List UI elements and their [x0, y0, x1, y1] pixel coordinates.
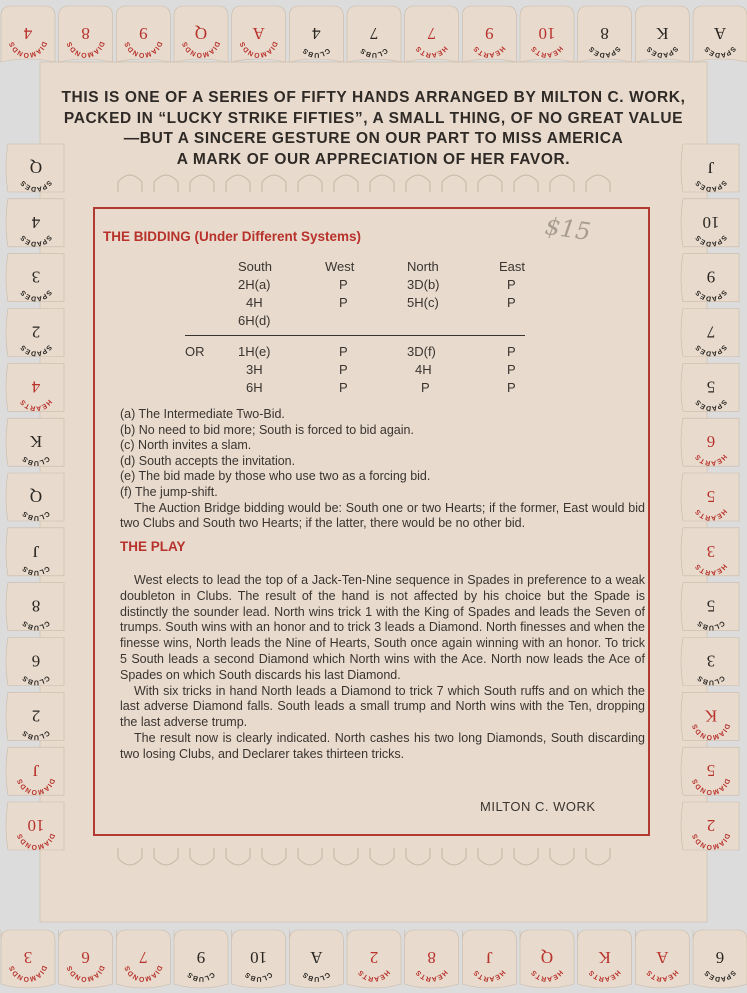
tab-suit: HEARTS	[19, 397, 53, 412]
tab-rank: Q	[29, 487, 43, 506]
bid-cell: 3H	[246, 361, 263, 377]
tab-suit: SPADES	[694, 288, 728, 302]
tab-suit: DIAMONDS	[691, 832, 731, 851]
card-tab-right	[681, 199, 739, 247]
card-tab-top	[116, 6, 170, 62]
tab-suit: DIAMONDS	[8, 40, 48, 59]
card-tab-top	[693, 6, 747, 62]
tab-rank: 4	[23, 24, 33, 43]
bid-cell: P	[507, 361, 516, 377]
tab-suit: CLUBS	[696, 673, 726, 686]
tab-suit: CLUBS	[21, 619, 51, 631]
tab-suit: DIAMONDS	[16, 832, 56, 851]
bid-cell: P	[507, 276, 516, 292]
column-east: East	[499, 258, 526, 274]
card-tab-top	[1, 6, 55, 62]
header-line-1: THIS IS ONE OF A SERIES OF FIFTY HANDS ARRANGED BY MILTON C. WORK,	[61, 89, 686, 106]
tab-suit: SPADES	[19, 343, 53, 357]
tab-suit: DIAMONDS	[691, 722, 731, 741]
tab-suit: DIAMONDS	[16, 777, 56, 796]
card-tab-right	[681, 583, 739, 631]
card-tab-left	[6, 199, 64, 247]
note-e: (e) The bid made by those who use two as a forcing bid.	[120, 469, 431, 484]
tab-rank: 4	[31, 212, 41, 232]
bid-cell: 3D(b)	[407, 276, 440, 292]
card-tab-bottom	[405, 930, 459, 988]
tab-suit: CLUBS	[243, 970, 274, 983]
bid-cell: P	[339, 379, 348, 395]
card-tab-bottom	[289, 930, 343, 988]
column-west: West	[325, 258, 355, 274]
card-tab-left	[6, 528, 64, 576]
bid-row	[185, 293, 525, 311]
tab-suit: DIAMONDS	[239, 40, 279, 59]
tab-suit: SPADES	[703, 968, 737, 983]
tab-suit: CLUBS	[21, 728, 51, 741]
tab-rank: 3	[706, 651, 716, 671]
tab-suit: HEARTS	[694, 452, 728, 467]
tab-rank: 4	[312, 24, 321, 43]
card-tab-right	[681, 747, 739, 795]
tab-rank: 9	[706, 267, 716, 287]
tab-rank: J	[32, 541, 40, 561]
tab-suit: HEARTS	[587, 968, 622, 983]
tab-rank: 3	[23, 948, 33, 967]
tab-rank: Q	[194, 24, 208, 43]
signature: MILTON C. WORK	[480, 799, 596, 814]
play-title: THE PLAY	[120, 538, 186, 554]
tab-suit: CLUBS	[301, 970, 331, 983]
tab-suit: CLUBS	[21, 509, 51, 522]
bidding-title: THE BIDDING (Under Different Systems)	[103, 229, 362, 244]
tab-suit: SPADES	[19, 233, 53, 248]
tab-rank: 9	[139, 24, 148, 43]
card-tab-bottom	[174, 930, 228, 988]
bid-cell: 2H(a)	[238, 276, 271, 292]
card-tab-bottom	[116, 930, 170, 988]
bid-row	[185, 275, 525, 293]
tab-suit: SPADES	[694, 178, 728, 193]
column-south: South	[238, 258, 272, 274]
bid-cell: P	[507, 343, 516, 359]
bid-cell: 1H(e)	[238, 343, 271, 359]
card-tab-right	[681, 254, 739, 302]
card-tab-left	[6, 363, 64, 411]
bid-row	[185, 342, 525, 360]
card-tab-top	[578, 6, 632, 62]
tab-rank: K	[598, 948, 611, 967]
tab-suit: CLUBS	[21, 454, 51, 467]
tab-suit: HEARTS	[357, 968, 391, 983]
card-tab-bottom	[578, 930, 632, 988]
bid-cell: 6H(d)	[238, 312, 271, 328]
tab-rank: Q	[29, 158, 43, 177]
note-d: (d) South accepts the invitation.	[120, 453, 296, 468]
play-paragraph: The result now is clearly indicated. North cashes his two long Diamonds, South discarding two losing Clubs, and Declarer takes thirteen tricks.	[120, 730, 645, 761]
tab-rank: 5	[706, 377, 716, 397]
card-tab-left	[6, 692, 64, 740]
tab-suit: DIAMONDS	[66, 964, 106, 983]
or-label: OR	[185, 343, 205, 359]
tab-rank: 10	[27, 816, 45, 835]
column-north: North	[407, 258, 439, 274]
card-tab-right	[681, 418, 739, 466]
card-tab-left	[6, 747, 64, 795]
bidding-header-row	[185, 257, 525, 275]
card-tab-bottom	[347, 930, 401, 988]
tab-rank: 8	[427, 948, 436, 967]
tab-rank: 2	[369, 948, 379, 967]
tab-rank: K	[29, 432, 43, 452]
bidding-table	[185, 257, 525, 396]
tab-suit: CLUBS	[186, 970, 216, 983]
play-paragraph: West elects to lead the top of a Jack-Ten-Nine sequence in Spades in preference to a weak doubleton in Clubs. The result of the hand is not affected by his choice but the Spade is distinctly the sounder lead. North wins trick 1 with the King of Spades and leads the Seven of trumps. South wins with an honor and to trick 3 leads a Diamond. North finesses and when the finesse wins, North leads the Nine of Hearts, South once again winning with an honor. To trick 5 South leads a second Diamond which North wins with the Ace. North now leads the Ace of Spades on which South discards his last Diamond.	[120, 573, 645, 682]
tab-suit: SPADES	[645, 44, 679, 59]
handwritten-price: $15	[543, 211, 593, 247]
bid-cell: P	[339, 276, 348, 292]
note-b: (b) No need to bid more; South is forced to bid again.	[120, 422, 414, 437]
tab-rank: 9	[196, 948, 206, 967]
tab-rank: 7	[369, 24, 379, 43]
card-tab-top	[59, 6, 113, 62]
tab-suit: DIAMONDS	[66, 40, 106, 59]
bid-cell: P	[421, 379, 430, 395]
bid-cell: 4H	[415, 361, 432, 377]
card-tab-left	[6, 254, 64, 302]
bid-cell: P	[339, 343, 348, 359]
note-f: (f) The jump-shift.	[120, 484, 218, 499]
tab-suit: CLUBS	[696, 619, 726, 631]
bid-cell: 6H	[246, 379, 263, 395]
card-tab-bottom	[232, 930, 286, 988]
card-tab-bottom	[635, 930, 689, 988]
bid-row	[185, 378, 525, 396]
card-tab-bottom	[1, 930, 55, 988]
note-a: (a) The Intermediate Two-Bid.	[120, 407, 285, 421]
tab-suit: CLUBS	[21, 564, 51, 576]
card-tab-top	[462, 6, 516, 62]
card-tab-top	[289, 6, 343, 62]
note-c: (c) North invites a slam.	[120, 438, 252, 453]
card-tab-right	[681, 309, 739, 357]
tab-rank: A	[713, 24, 727, 43]
tab-suit: DIAMONDS	[691, 777, 731, 796]
tab-rank: 8	[600, 24, 609, 43]
card-tab-bottom	[59, 930, 113, 988]
card-tab-right	[681, 528, 739, 576]
tab-rank: A	[310, 948, 323, 967]
bid-cell: 4H	[246, 294, 263, 310]
card-tab-right	[681, 692, 739, 740]
tab-rank: J	[707, 158, 715, 177]
tab-rank: 8	[81, 24, 90, 43]
header-line-2: PACKED IN “LUCKY STRIKE FIFTIES”, A SMALL THING, OF NO GREAT VALUE	[63, 109, 684, 127]
card-tab-right	[681, 473, 739, 521]
tab-rank: J	[486, 948, 493, 967]
card-tab-top	[635, 6, 689, 62]
tab-rank: K	[704, 706, 718, 726]
tab-rank: 2	[31, 322, 41, 342]
tab-suit: DIAMONDS	[123, 964, 163, 983]
tab-rank: 5	[706, 761, 716, 781]
tab-rank: A	[252, 24, 265, 43]
tab-rank: 10	[250, 948, 268, 967]
tab-suit: HEARTS	[472, 44, 507, 59]
header-line-3: —BUT A SINCERE GESTURE ON OUR PART TO MISS AMERICA	[123, 130, 624, 147]
auction-bridge-note: The Auction Bridge bidding would be: South one or two Hearts; if the former, East would bid two Clubs and South two Hearts; if the latter, there would be no other bid.	[120, 500, 645, 531]
tab-suit: SPADES	[703, 44, 737, 59]
tab-rank: 10	[702, 212, 720, 232]
tab-suit: CLUBS	[21, 673, 51, 686]
tab-suit: DIAMONDS	[181, 40, 221, 59]
tab-rank: 6	[31, 651, 41, 671]
bid-cell: P	[339, 361, 348, 377]
card-tab-left	[6, 473, 64, 521]
tab-rank: 8	[31, 596, 41, 616]
tab-rank: 6	[706, 432, 716, 452]
card-tab-right	[681, 638, 739, 686]
tab-rank: A	[656, 948, 669, 967]
tab-rank: Q	[540, 948, 554, 967]
tab-rank: 2	[31, 706, 41, 726]
card-tab-right	[681, 802, 739, 850]
bid-cell: 5H(c)	[407, 294, 439, 310]
header-text	[20, 88, 727, 170]
tab-suit: CLUBS	[359, 46, 389, 59]
bid-cell: P	[507, 294, 516, 310]
tab-rank: 3	[31, 267, 41, 287]
tab-rank: 7	[706, 322, 716, 342]
bid-cell: P	[339, 294, 348, 310]
tab-suit: HEARTS	[530, 968, 564, 983]
tab-suit: HEARTS	[414, 44, 449, 59]
tab-rank: 2	[706, 816, 716, 835]
tab-suit: SPADES	[19, 288, 53, 302]
tab-suit: HEARTS	[694, 507, 728, 522]
bid-row	[185, 311, 525, 329]
card-tab-top	[405, 6, 459, 62]
card-tab-left	[6, 802, 64, 850]
tab-suit: CLUBS	[301, 46, 331, 59]
card-tab-left	[6, 309, 64, 357]
tab-rank: 10	[538, 24, 556, 43]
card-tab-top	[520, 6, 574, 62]
tab-rank: 4	[31, 377, 41, 397]
tab-rank: K	[656, 24, 669, 43]
tab-rank: 5	[706, 487, 716, 506]
card-tab-left	[6, 418, 64, 466]
tab-suit: HEARTS	[645, 968, 680, 983]
bid-cell: 3D(f)	[407, 343, 436, 359]
bidding-notes	[120, 407, 645, 554]
tab-suit: SPADES	[694, 343, 728, 357]
card-tab-bottom	[520, 930, 574, 988]
tab-rank: 6	[81, 948, 90, 967]
header-line-4: A MARK OF OUR APPRECIATION OF HER FAVOR.	[176, 150, 571, 168]
bid-row	[185, 360, 525, 378]
tab-suit: SPADES	[588, 44, 622, 59]
card-tab-top	[347, 6, 401, 62]
tab-suit: DIAMONDS	[123, 40, 163, 59]
tab-rank: 9	[485, 24, 494, 43]
card-tab-left	[6, 638, 64, 686]
tab-suit: HEARTS	[694, 562, 728, 577]
play-paragraph: With six tricks in hand North leads a Diamond to trick 7 which South ruffs and on which the last adverse Diamond falls. South leads a small trump and North wins with the Ten, dropping the last adverse trump.	[120, 683, 645, 730]
tab-suit: DIAMONDS	[8, 964, 48, 983]
tab-rank: 6	[715, 948, 725, 967]
tab-rank: J	[32, 761, 40, 781]
card-tab-left	[6, 583, 64, 631]
tab-rank: 5	[706, 596, 716, 616]
tab-rank: 7	[139, 948, 148, 967]
tab-suit: SPADES	[19, 178, 53, 193]
card-tab-bottom	[462, 930, 516, 988]
card-tab-bottom	[693, 930, 747, 988]
card-tab-top	[174, 6, 228, 62]
card-tab-right	[681, 363, 739, 411]
tab-suit: HEARTS	[414, 968, 449, 983]
tab-rank: 3	[706, 541, 716, 561]
tab-suit: HEARTS	[530, 44, 564, 59]
tab-suit: HEARTS	[472, 968, 507, 983]
tab-rank: 7	[427, 24, 436, 43]
bid-cell: P	[507, 379, 516, 395]
tab-suit: SPADES	[694, 233, 728, 248]
tab-suit: SPADES	[694, 398, 728, 412]
play-text	[120, 573, 645, 763]
card-tab-top	[232, 6, 286, 62]
